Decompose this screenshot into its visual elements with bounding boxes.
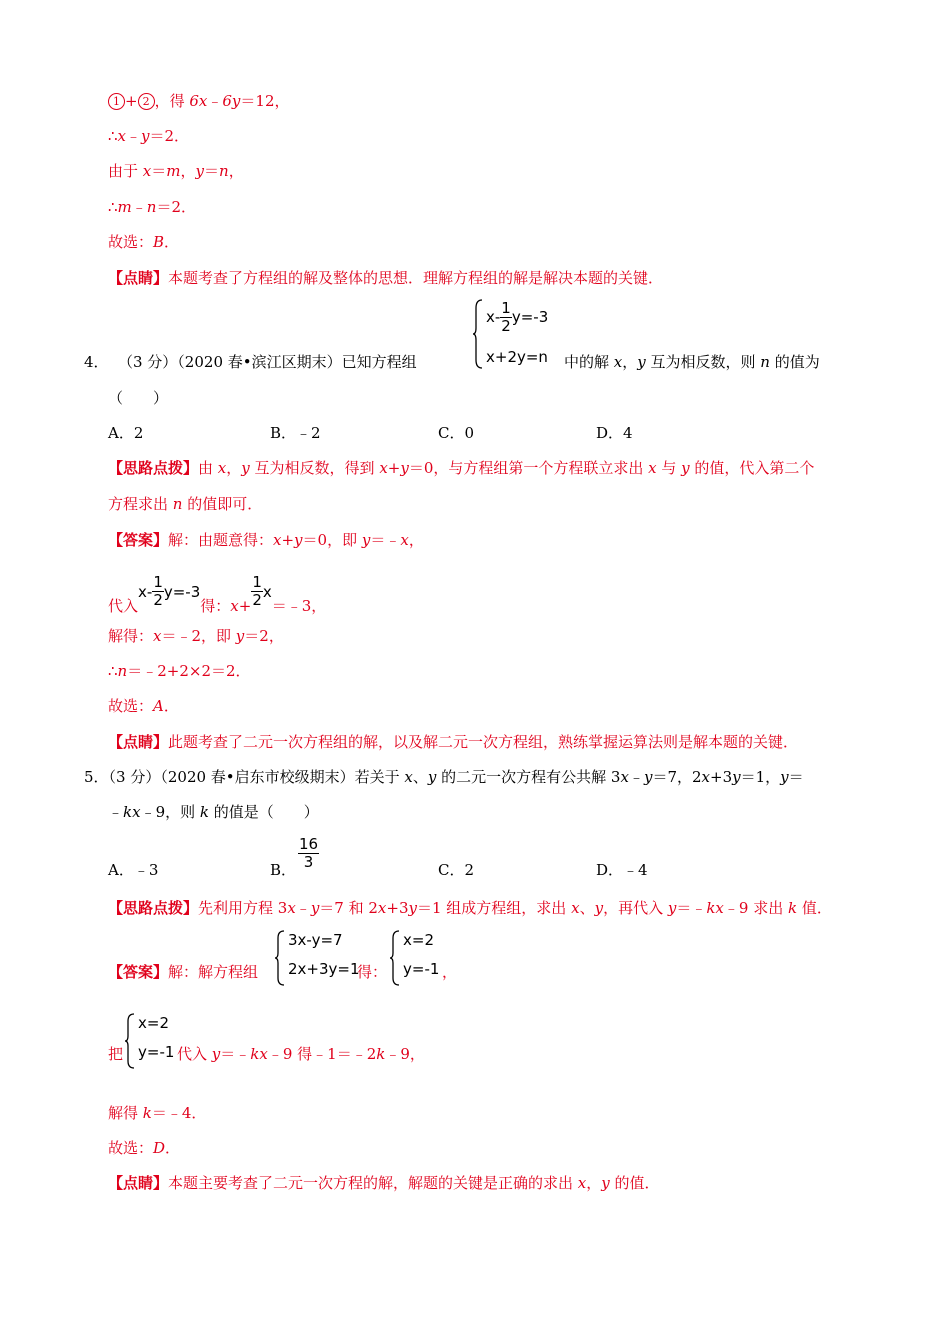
options-q4 <box>108 423 808 443</box>
equation-system-q5 <box>274 929 364 987</box>
answer-q5-label: 【答案】解：解方程组 <box>108 963 259 981</box>
choice-q5: 故选：D． <box>108 1139 181 1157</box>
question-5-stem-cont: ﹣kx﹣9，则 k 的值是（ ） <box>108 803 319 821</box>
solve-q4: 解得：x＝﹣2，即 y＝2， <box>108 627 284 645</box>
answer-tag: 【答案】 <box>108 963 169 981</box>
note-tag: 【点睛】 <box>108 733 169 751</box>
equation-system-q4 <box>472 298 572 370</box>
option-b: B． <box>270 861 297 879</box>
solution-line-mn: ∴m﹣n＝2． <box>108 198 197 216</box>
question-5-stem: 5．（3 分）（2020 春•启东市校级期末）若关于 x、y 的二元一次方程有公共解 3x﹣y＝7，2x+3y＝1，y＝ <box>84 768 804 786</box>
left-brace-icon <box>274 929 286 987</box>
note-q4: 【点睛】此题考查了二元一次方程组的解，以及解二元一次方程组，熟练掌握运算法则是解本题的关键． <box>108 733 799 751</box>
solution-choice: 故选：B． <box>108 233 180 251</box>
solution-row-x: x=2 <box>403 931 434 949</box>
solution-line-xy: ∴x﹣y＝2． <box>108 127 190 145</box>
solution-line-add: 1 + 2 ，得 6x﹣6y＝12， <box>108 91 290 111</box>
hint-tag: 【思路点拨】 <box>108 899 199 917</box>
solution-note: 【点睛】本题考查了方程组的解及整体的思想．理解方程组的解是解决本题的关键． <box>108 269 664 287</box>
left-brace-icon <box>124 1012 136 1070</box>
left-brace-icon <box>472 298 484 370</box>
option-b: B．﹣2 <box>270 424 321 442</box>
option-d: D．4 <box>596 424 633 442</box>
note-tag: 【点睛】 <box>108 1174 169 1192</box>
answer-tag: 【答案】 <box>108 531 169 549</box>
solution-system-q5-sub <box>124 1012 184 1070</box>
answer-paren: （ ） <box>108 389 169 407</box>
question-number: 5． <box>84 768 109 786</box>
option-c: C．0 <box>438 424 475 442</box>
circled-number: 2 <box>138 93 155 110</box>
solve-q5: 解得 k＝﹣4． <box>108 1104 207 1122</box>
note-tag: 【点睛】 <box>108 269 169 287</box>
circled-number: 1 <box>108 93 125 110</box>
option-a: A．﹣3 <box>108 861 159 879</box>
hint-q5: 【思路点拨】先利用方程 3x﹣y＝7 和 2x+3y＝1 组成方程组，求出 x、y，再代入 y＝﹣kx﹣9 求出 k 值． <box>108 899 832 917</box>
choice-q4: 故选：A． <box>108 697 179 715</box>
options-q5 <box>108 836 808 880</box>
answer-q4: 【答案】解：由题意得：x+y＝0，即 y＝﹣x， <box>108 531 424 549</box>
option-d: D．﹣4 <box>596 861 648 879</box>
equation-row-1: 3x-y=7 <box>288 931 343 949</box>
option-c: C．2 <box>438 861 475 879</box>
solution-line-mn-def: 由于 x＝m，y＝n， <box>108 162 244 180</box>
solution-row-y: y=-1 <box>138 1043 175 1061</box>
substitute-q5: 代入 y＝﹣kx﹣9 得﹣1＝﹣2k﹣9， <box>177 1045 425 1063</box>
n-value-q4: ∴n＝﹣2+2×2＝2． <box>108 662 251 680</box>
note-q5: 【点睛】本题主要考查了二元一次方程的解，解题的关键是正确的求出 x，y 的值． <box>108 1174 660 1192</box>
equation-row-1: x- $\frac{1}{2}$ y=-3 <box>486 299 549 335</box>
equation-row-2: x+2y=n <box>486 348 548 366</box>
left-brace-icon <box>389 929 401 987</box>
solution-system-q5 <box>389 929 449 987</box>
substitute-q5-label: 把 <box>108 1045 124 1063</box>
answer-q5-de: 得： <box>357 963 388 981</box>
hint-q4: 【思路点拨】由 x，y 互为相反数，得到 x+y＝0，与方程组第一个方程联立求出 x 与 y 的值，代入第二个 <box>108 459 815 477</box>
fraction-16-3: $\frac{16}{3}$ <box>299 835 319 871</box>
substitute-q4: 代入x- $\frac{1}{2}$ y=-3得：x+ $\frac{1}{2}$ x＝﹣3， <box>108 573 327 615</box>
question-number: 4． <box>84 353 109 371</box>
option-a: A．2 <box>108 424 144 442</box>
solution-row-x: x=2 <box>138 1014 169 1032</box>
hint-tag: 【思路点拨】 <box>108 459 199 477</box>
solution-row-y: y=-1 <box>403 960 440 978</box>
hint-q4-cont: 方程求出 n 的值即可． <box>108 495 263 513</box>
answer-q5-comma: ， <box>442 963 458 981</box>
equation-row-2: 2x+3y=1 <box>288 960 360 978</box>
